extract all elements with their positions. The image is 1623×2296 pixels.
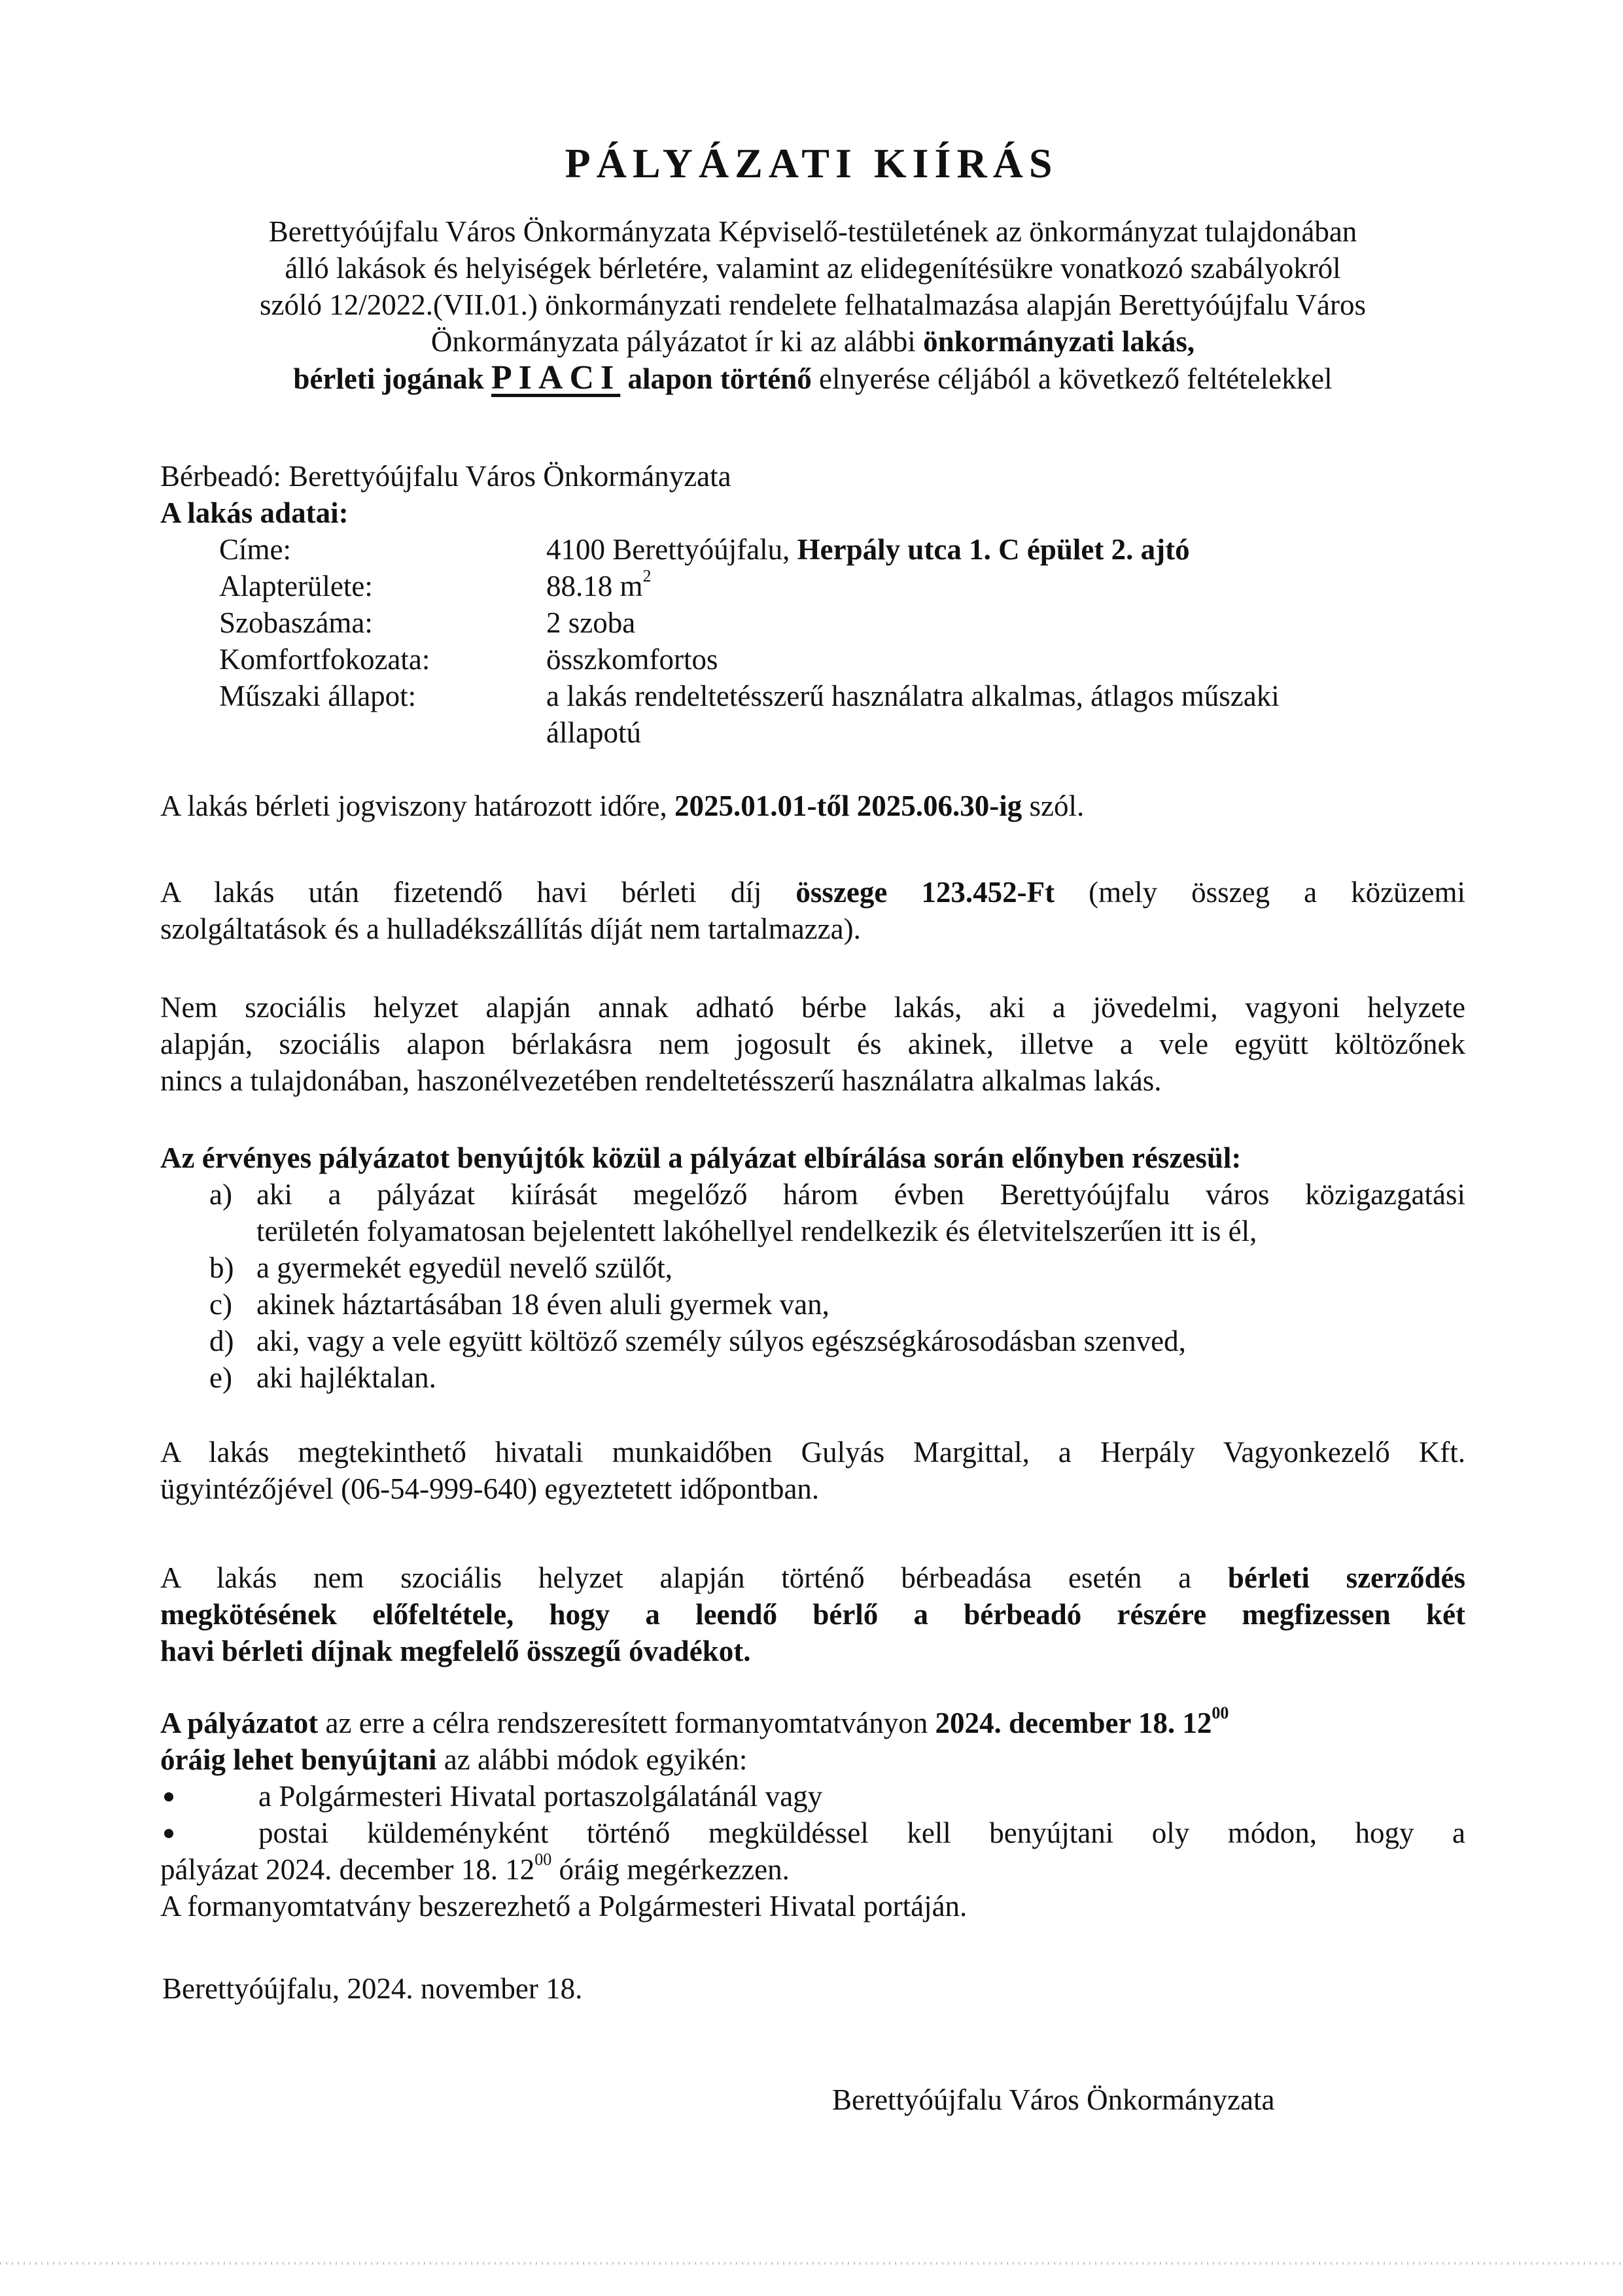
- list-text: aki hajléktalan.: [256, 1361, 436, 1394]
- submission-deadline: 2024. december 18. 12: [935, 1707, 1212, 1739]
- condition-line2: állapotú: [546, 716, 641, 749]
- continuation-minutes: 00: [534, 1850, 552, 1869]
- row-label: Komfortfokozata:: [219, 643, 430, 676]
- eligibility-line: nincs a tulajdonában, haszonélvezetében rendeltetésszerű használatra alkalmas lakás.: [160, 1064, 1162, 1097]
- submission-text: az alábbi módok egyikén:: [436, 1743, 748, 1776]
- term-dates: 2025.01.01-től 2025.06.30-ig: [674, 790, 1022, 822]
- lease-term: [160, 788, 1465, 824]
- intro-paragraph: [160, 213, 1465, 397]
- signature: Berettyóújfalu Város Önkormányzata: [832, 2083, 1275, 2116]
- bullet-icon: [160, 1778, 258, 1815]
- intro-line4-bold: önkormányzati lakás,: [923, 325, 1195, 358]
- rent-text-end: (mely összeg a közüzemi: [1055, 876, 1465, 909]
- intro-line: álló lakások és helyiségek bérletére, valamint az elidegenítésükre vonatkozó szabályokról: [285, 252, 1341, 285]
- page-title: PÁLYÁZATI KIÍRÁS: [565, 140, 1058, 186]
- bullet-icon: [160, 1815, 258, 1851]
- eligibility-paragraph: [160, 989, 1465, 1099]
- list-text: [256, 1176, 1465, 1249]
- intro-line5-bold: bérleti jogának: [293, 362, 491, 395]
- deposit-bold: bérleti szerződés: [1227, 1561, 1465, 1594]
- preferences-heading: Az érvényes pályázatot benyújtók közül a pályázat elbírálása során előnyben részesül:: [160, 1141, 1242, 1174]
- submission-bullet: [160, 1778, 1465, 1815]
- intro-line5-normal: elnyerése céljából a következő feltételekkel: [811, 362, 1333, 395]
- deposit-line1: [160, 1559, 1465, 1596]
- area-value: 88.18 m: [546, 570, 643, 602]
- preference-item-e: [209, 1359, 1465, 1396]
- address-street: Herpály utca 1. C épület 2. ajtó: [797, 533, 1190, 566]
- list-text: a gyermekét egyedül nevelő szülőt,: [256, 1251, 673, 1284]
- eligibility-line: Nem szociális helyzet alapján annak adható bérbe lakás, aki a jövedelmi, vagyoni helyzete: [160, 991, 1465, 1024]
- submission-bold: A pályázatot: [160, 1707, 319, 1739]
- intro-line: [160, 360, 1465, 397]
- intro-line: [160, 323, 1465, 360]
- preference-item-a: [209, 1176, 1465, 1249]
- row-value: [546, 531, 1465, 568]
- rent-amount: összege 123.452-Ft: [795, 876, 1055, 909]
- list-marker: d): [209, 1325, 234, 1357]
- preference-item-b: [209, 1249, 1465, 1286]
- apartment-row-address: [219, 531, 1465, 568]
- deadline-minutes: 00: [1212, 1703, 1229, 1722]
- row-label: Szobaszáma:: [219, 606, 373, 639]
- area-unit-exponent: 2: [642, 566, 652, 585]
- deposit-text: A lakás nem szociális helyzet alapján történő bérbeadása esetén a: [160, 1561, 1228, 1594]
- rent-line2: szolgáltatások és a hulladékszállítás díját nem tartalmazza).: [160, 913, 861, 945]
- row-label: Műszaki állapot:: [219, 680, 417, 712]
- deposit-line3: havi bérleti díjnak megfelelő összegű óvadékot.: [160, 1635, 751, 1667]
- term-text-end: szól.: [1022, 790, 1085, 822]
- apartment-row-area: [219, 568, 1465, 604]
- submission-line1: [160, 1705, 1465, 1741]
- rent-paragraph: [160, 874, 1465, 947]
- deposit-paragraph: [160, 1559, 1465, 1669]
- apartment-row-rooms: [219, 604, 1465, 641]
- intro-line5-bold-mid: alapon történő: [620, 362, 812, 395]
- viewing-paragraph: [160, 1434, 1465, 1507]
- condition-line1: a lakás rendeltetésszerű használatra alkalmas, átlagos műszaki: [546, 680, 1280, 712]
- row-value: [546, 568, 1465, 604]
- apartment-row-condition: [219, 678, 1465, 751]
- bullet-text: postai küldeményként történő megküldéssel kell benyújtani oly módon, hogy a: [258, 1817, 1465, 1849]
- list-marker: e): [209, 1361, 232, 1394]
- list-text-line2: területén folyamatosan bejelentett lakóhellyel rendelkezik és életvitelszerűen itt is él,: [256, 1215, 1257, 1247]
- term-text: A lakás bérleti jogviszony határozott időre,: [160, 790, 675, 822]
- submission-text: az erre a célra rendszeresített formanyomtatványon: [318, 1707, 935, 1739]
- form-note: A formanyomtatvány beszerezhető a Polgármesteri Hivatal portáján.: [160, 1890, 968, 1922]
- submission-paragraph: [160, 1705, 1465, 1778]
- apartment-heading: A lakás adatai:: [160, 496, 349, 529]
- date-line: Berettyóújfalu, 2024. november 18.: [162, 1972, 583, 2005]
- lessor-line: Bérbeadó: Berettyóújfalu Város Önkormányzata: [160, 460, 731, 493]
- submission-bullet: [160, 1815, 1465, 1851]
- submission-bold: óráig lehet benyújtani: [160, 1743, 437, 1776]
- viewing-line2: ügyintézőjével (06-54-999-640) egyeztetett időpontban.: [160, 1472, 820, 1505]
- rent-line1: [160, 874, 1465, 911]
- list-text: aki, vagy a vele együtt költöző személy súlyos egészségkárosodásban szenved,: [256, 1325, 1186, 1357]
- bullet-text: a Polgármesteri Hivatal portaszolgálatánál vagy: [258, 1780, 823, 1813]
- list-text-line1: aki a pályázat kiírását megelőző három évben Berettyóújfalu város közigazgatási: [256, 1178, 1465, 1211]
- continuation-text-end: óráig megérkezzen.: [551, 1853, 790, 1886]
- list-marker: c): [209, 1288, 232, 1321]
- eligibility-line: alapján, szociális alapon bérlakásra nem jogosult és akinek, illetve a vele együtt költözőnek: [160, 1028, 1465, 1060]
- preference-item-c: [209, 1286, 1465, 1323]
- viewing-line1: A lakás megtekinthető hivatali munkaidőben Gulyás Margittal, a Herpály Vagyonkezelő Kft.: [160, 1436, 1465, 1469]
- intro-line4-normal: Önkormányzata pályázatot ír ki az alábbi: [430, 325, 924, 358]
- row-label: Alapterülete:: [219, 570, 373, 602]
- list-text: akinek háztartásában 18 éven aluli gyermek van,: [256, 1288, 829, 1321]
- list-marker: a): [209, 1178, 232, 1211]
- row-value: összkomfortos: [546, 643, 718, 676]
- list-marker: b): [209, 1251, 234, 1284]
- preference-item-d: [209, 1323, 1465, 1359]
- apartment-row-comfort: [219, 641, 1465, 678]
- address-city: 4100 Berettyóújfalu,: [546, 533, 797, 566]
- rent-text: A lakás után fizetendő havi bérleti díj: [160, 876, 796, 909]
- deposit-line2: megkötésének előfeltétele, hogy a leendő bérlő a bérbeadó részére megfizessen két: [160, 1598, 1465, 1631]
- intro-line: szóló 12/2022.(VII.01.) önkormányzati rendelete felhatalmazása alapján Berettyóújfalu Város: [259, 288, 1367, 321]
- intro-line: Berettyóújfalu Város Önkormányzata Képviselő-testületének az önkormányzat tulajdonában: [268, 215, 1357, 248]
- row-label: Címe:: [219, 533, 291, 566]
- submission-continuation: [160, 1851, 1465, 1888]
- submission-line2: [160, 1741, 1465, 1778]
- piaci-emphasis: PIACI: [491, 359, 621, 396]
- row-value: 2 szoba: [546, 606, 636, 639]
- scan-artifact-line: [0, 2262, 1623, 2265]
- row-value: [546, 678, 1465, 751]
- continuation-text: pályázat 2024. december 18. 12: [160, 1853, 535, 1886]
